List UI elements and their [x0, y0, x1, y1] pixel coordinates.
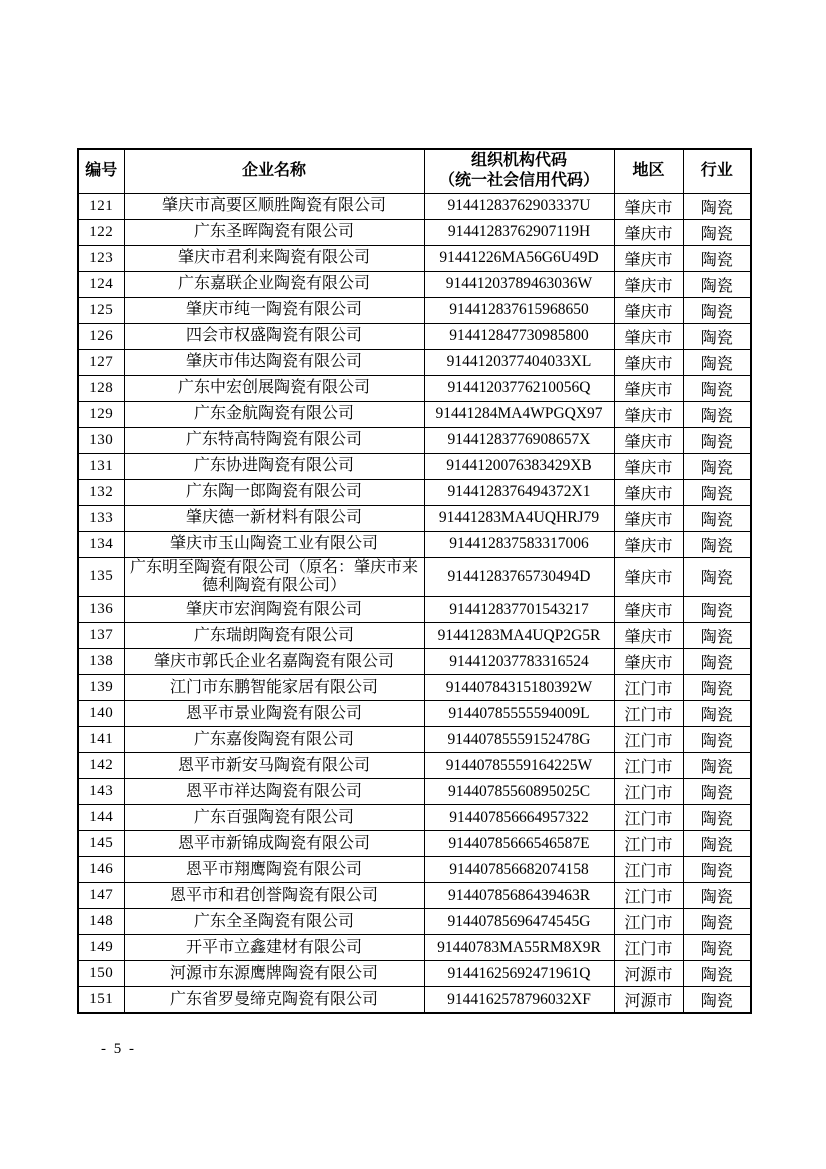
cell-serial-number: 151 — [78, 987, 124, 1014]
cell-company-name: 广东协进陶瓷有限公司 — [124, 453, 424, 479]
table-row — [78, 557, 751, 597]
cell-region: 江门市 — [614, 909, 683, 935]
cell-serial-number: 134 — [78, 531, 124, 557]
table-row — [78, 271, 751, 297]
cell-credit-code: 9144162578796032XF — [424, 987, 614, 1014]
cell-region: 江门市 — [614, 805, 683, 831]
cell-company-name: 肇庆市高要区顺胜陶瓷有限公司 — [124, 193, 424, 219]
cell-serial-number: 143 — [78, 779, 124, 805]
cell-industry: 陶瓷 — [683, 597, 751, 623]
cell-serial-number: 138 — [78, 649, 124, 675]
cell-serial-number: 124 — [78, 271, 124, 297]
table-row — [78, 219, 751, 245]
cell-company-name: 广东百强陶瓷有限公司 — [124, 805, 424, 831]
table-row — [78, 675, 751, 701]
cell-credit-code: 91440785560895025C — [424, 779, 614, 805]
table-row — [78, 753, 751, 779]
cell-region: 肇庆市 — [614, 479, 683, 505]
cell-serial-number: 136 — [78, 597, 124, 623]
header-row — [78, 149, 751, 193]
cell-region: 肇庆市 — [614, 323, 683, 349]
col-header-company-name: 企业名称 — [124, 149, 424, 193]
cell-company-name: 广东特高特陶瓷有限公司 — [124, 427, 424, 453]
cell-industry: 陶瓷 — [683, 401, 751, 427]
cell-industry: 陶瓷 — [683, 245, 751, 271]
cell-serial-number: 142 — [78, 753, 124, 779]
cell-credit-code: 91440785559152478G — [424, 727, 614, 753]
col-header-credit-code — [424, 149, 614, 193]
cell-serial-number: 146 — [78, 857, 124, 883]
cell-credit-code: 91441283762907119H — [424, 219, 614, 245]
table-row — [78, 831, 751, 857]
cell-company-name: 广东中宏创展陶瓷有限公司 — [124, 375, 424, 401]
table-row — [78, 297, 751, 323]
cell-credit-code: 914412837615968650 — [424, 297, 614, 323]
cell-credit-code: 91440785555594009L — [424, 701, 614, 727]
cell-company-name: 恩平市祥达陶瓷有限公司 — [124, 779, 424, 805]
cell-credit-code: 91441226MA56G6U49D — [424, 245, 614, 271]
cell-serial-number: 135 — [78, 557, 124, 597]
cell-company-name: 广东省罗曼缔克陶瓷有限公司 — [124, 987, 424, 1014]
table-row — [78, 505, 751, 531]
cell-serial-number: 144 — [78, 805, 124, 831]
cell-region: 江门市 — [614, 831, 683, 857]
cell-industry: 陶瓷 — [683, 479, 751, 505]
cell-company-name: 肇庆市郭氏企业名嘉陶瓷有限公司 — [124, 649, 424, 675]
cell-region: 江门市 — [614, 935, 683, 961]
cell-serial-number: 139 — [78, 675, 124, 701]
col-header-industry: 行业 — [683, 149, 751, 193]
cell-serial-number: 129 — [78, 401, 124, 427]
cell-credit-code: 914407856682074158 — [424, 857, 614, 883]
cell-region: 江门市 — [614, 779, 683, 805]
cell-industry: 陶瓷 — [683, 883, 751, 909]
cell-credit-code: 9144120076383429XB — [424, 453, 614, 479]
table-row — [78, 961, 751, 987]
cell-credit-code: 91441284MA4WPGQX97 — [424, 401, 614, 427]
cell-industry: 陶瓷 — [683, 375, 751, 401]
cell-serial-number: 137 — [78, 623, 124, 649]
cell-company-name: 广东圣晖陶瓷有限公司 — [124, 219, 424, 245]
cell-credit-code: 9144120377404033XL — [424, 349, 614, 375]
cell-industry: 陶瓷 — [683, 857, 751, 883]
cell-credit-code: 91441283762903337U — [424, 193, 614, 219]
cell-industry: 陶瓷 — [683, 531, 751, 557]
cell-serial-number: 122 — [78, 219, 124, 245]
cell-industry: 陶瓷 — [683, 349, 751, 375]
cell-region: 江门市 — [614, 883, 683, 909]
cell-company-name: 肇庆市伟达陶瓷有限公司 — [124, 349, 424, 375]
table-row — [78, 349, 751, 375]
cell-company-name: 四会市权盛陶瓷有限公司 — [124, 323, 424, 349]
cell-industry: 陶瓷 — [683, 453, 751, 479]
cell-region: 肇庆市 — [614, 427, 683, 453]
table-row — [78, 935, 751, 961]
cell-company-name: 广东全圣陶瓷有限公司 — [124, 909, 424, 935]
cell-region: 河源市 — [614, 987, 683, 1014]
cell-credit-code: 91440785559164225W — [424, 753, 614, 779]
cell-region: 肇庆市 — [614, 297, 683, 323]
cell-serial-number: 148 — [78, 909, 124, 935]
cell-credit-code: 91441203789463036W — [424, 271, 614, 297]
table-row — [78, 727, 751, 753]
cell-company-name: 河源市东源鹰牌陶瓷有限公司 — [124, 961, 424, 987]
col-header-serial-number: 编号 — [78, 149, 124, 193]
cell-region: 肇庆市 — [614, 453, 683, 479]
col-header-credit-code-line1: 组织机构代码 — [470, 152, 567, 170]
cell-credit-code: 91441283MA4UQHRJ79 — [424, 505, 614, 531]
cell-industry: 陶瓷 — [683, 909, 751, 935]
table-row — [78, 531, 751, 557]
cell-industry: 陶瓷 — [683, 193, 751, 219]
col-header-region: 地区 — [614, 149, 683, 193]
cell-region: 肇庆市 — [614, 219, 683, 245]
cell-credit-code: 91441283776908657X — [424, 427, 614, 453]
cell-company-name: 广东嘉联企业陶瓷有限公司 — [124, 271, 424, 297]
table-row — [78, 453, 751, 479]
cell-credit-code: 9144128376494372X1 — [424, 479, 614, 505]
cell-industry: 陶瓷 — [683, 219, 751, 245]
cell-serial-number: 127 — [78, 349, 124, 375]
cell-serial-number: 130 — [78, 427, 124, 453]
cell-serial-number: 145 — [78, 831, 124, 857]
cell-industry: 陶瓷 — [683, 623, 751, 649]
cell-serial-number: 133 — [78, 505, 124, 531]
table-row — [78, 857, 751, 883]
cell-company-name: 恩平市新安马陶瓷有限公司 — [124, 753, 424, 779]
cell-industry: 陶瓷 — [683, 753, 751, 779]
cell-credit-code: 91440785696474545G — [424, 909, 614, 935]
table-row — [78, 883, 751, 909]
cell-company-name: 广东嘉俊陶瓷有限公司 — [124, 727, 424, 753]
cell-company-name: 广东陶一郎陶瓷有限公司 — [124, 479, 424, 505]
cell-region: 河源市 — [614, 961, 683, 987]
cell-company-name: 肇庆市宏润陶瓷有限公司 — [124, 597, 424, 623]
cell-serial-number: 128 — [78, 375, 124, 401]
cell-credit-code: 914412837701543217 — [424, 597, 614, 623]
cell-region: 江门市 — [614, 675, 683, 701]
table-row — [78, 779, 751, 805]
table-row — [78, 649, 751, 675]
cell-region: 肇庆市 — [614, 557, 683, 597]
cell-serial-number: 150 — [78, 961, 124, 987]
cell-company-name: 恩平市和君创誉陶瓷有限公司 — [124, 883, 424, 909]
cell-serial-number: 121 — [78, 193, 124, 219]
page-number: - 5 - — [101, 1041, 136, 1057]
cell-credit-code: 914407856664957322 — [424, 805, 614, 831]
cell-region: 肇庆市 — [614, 193, 683, 219]
cell-serial-number: 141 — [78, 727, 124, 753]
cell-credit-code: 91440785686439463R — [424, 883, 614, 909]
cell-industry: 陶瓷 — [683, 649, 751, 675]
cell-credit-code: 91440784315180392W — [424, 675, 614, 701]
cell-industry: 陶瓷 — [683, 831, 751, 857]
cell-industry: 陶瓷 — [683, 805, 751, 831]
cell-serial-number: 131 — [78, 453, 124, 479]
cell-serial-number: 125 — [78, 297, 124, 323]
cell-credit-code: 91440783MA55RM8X9R — [424, 935, 614, 961]
cell-region: 肇庆市 — [614, 375, 683, 401]
cell-company-name: 恩平市景业陶瓷有限公司 — [124, 701, 424, 727]
cell-company-name: 肇庆市君利来陶瓷有限公司 — [124, 245, 424, 271]
cell-industry: 陶瓷 — [683, 935, 751, 961]
table-row — [78, 245, 751, 271]
cell-credit-code: 91441283765730494D — [424, 557, 614, 597]
table-row — [78, 987, 751, 1014]
cell-industry: 陶瓷 — [683, 727, 751, 753]
cell-region: 肇庆市 — [614, 531, 683, 557]
cell-credit-code: 91441203776210056Q — [424, 375, 614, 401]
cell-industry: 陶瓷 — [683, 675, 751, 701]
cell-credit-code: 914412037783316524 — [424, 649, 614, 675]
cell-industry: 陶瓷 — [683, 271, 751, 297]
cell-industry: 陶瓷 — [683, 701, 751, 727]
cell-region: 江门市 — [614, 701, 683, 727]
cell-company-name: 恩平市新锦成陶瓷有限公司 — [124, 831, 424, 857]
cell-serial-number: 149 — [78, 935, 124, 961]
cell-industry: 陶瓷 — [683, 323, 751, 349]
cell-region: 江门市 — [614, 857, 683, 883]
cell-industry: 陶瓷 — [683, 505, 751, 531]
cell-industry: 陶瓷 — [683, 987, 751, 1014]
cell-region: 肇庆市 — [614, 349, 683, 375]
table-row — [78, 805, 751, 831]
cell-region: 肇庆市 — [614, 401, 683, 427]
cell-credit-code: 91441625692471961Q — [424, 961, 614, 987]
cell-serial-number: 132 — [78, 479, 124, 505]
cell-company-name: 肇庆市玉山陶瓷工业有限公司 — [124, 531, 424, 557]
cell-serial-number: 140 — [78, 701, 124, 727]
table-row — [78, 375, 751, 401]
table-body — [78, 193, 751, 1013]
table-row — [78, 479, 751, 505]
cell-region: 江门市 — [614, 727, 683, 753]
cell-region: 江门市 — [614, 753, 683, 779]
table-row — [78, 193, 751, 219]
table-row — [78, 623, 751, 649]
table-row — [78, 401, 751, 427]
cell-credit-code: 91441283MA4UQP2G5R — [424, 623, 614, 649]
company-registry-table — [77, 148, 752, 1014]
cell-region: 肇庆市 — [614, 245, 683, 271]
cell-company-name: 肇庆市纯一陶瓷有限公司 — [124, 297, 424, 323]
cell-credit-code: 914412847730985800 — [424, 323, 614, 349]
cell-company-name: 开平市立鑫建材有限公司 — [124, 935, 424, 961]
table-row — [78, 323, 751, 349]
table-row — [78, 427, 751, 453]
cell-credit-code: 914412837583317006 — [424, 531, 614, 557]
cell-serial-number: 126 — [78, 323, 124, 349]
cell-industry: 陶瓷 — [683, 779, 751, 805]
cell-company-name: 江门市东鹏智能家居有限公司 — [124, 675, 424, 701]
table-row — [78, 701, 751, 727]
table-row — [78, 597, 751, 623]
cell-company-name: 广东金航陶瓷有限公司 — [124, 401, 424, 427]
cell-region: 肇庆市 — [614, 623, 683, 649]
cell-industry: 陶瓷 — [683, 961, 751, 987]
cell-industry: 陶瓷 — [683, 427, 751, 453]
cell-company-name: 广东瑞朗陶瓷有限公司 — [124, 623, 424, 649]
cell-company-name: 肇庆德一新材料有限公司 — [124, 505, 424, 531]
table-row — [78, 909, 751, 935]
cell-serial-number: 123 — [78, 245, 124, 271]
col-header-credit-code-line2: （统一社会信用代码） — [438, 172, 599, 190]
cell-region: 肇庆市 — [614, 649, 683, 675]
cell-credit-code: 91440785666546587E — [424, 831, 614, 857]
cell-serial-number: 147 — [78, 883, 124, 909]
cell-industry: 陶瓷 — [683, 297, 751, 323]
cell-company-name: 广东明至陶瓷有限公司（原名：肇庆市来德利陶瓷有限公司） — [124, 557, 424, 597]
cell-region: 肇庆市 — [614, 597, 683, 623]
cell-region: 肇庆市 — [614, 271, 683, 297]
cell-industry: 陶瓷 — [683, 557, 751, 597]
cell-region: 肇庆市 — [614, 505, 683, 531]
cell-company-name: 恩平市翔鹰陶瓷有限公司 — [124, 857, 424, 883]
